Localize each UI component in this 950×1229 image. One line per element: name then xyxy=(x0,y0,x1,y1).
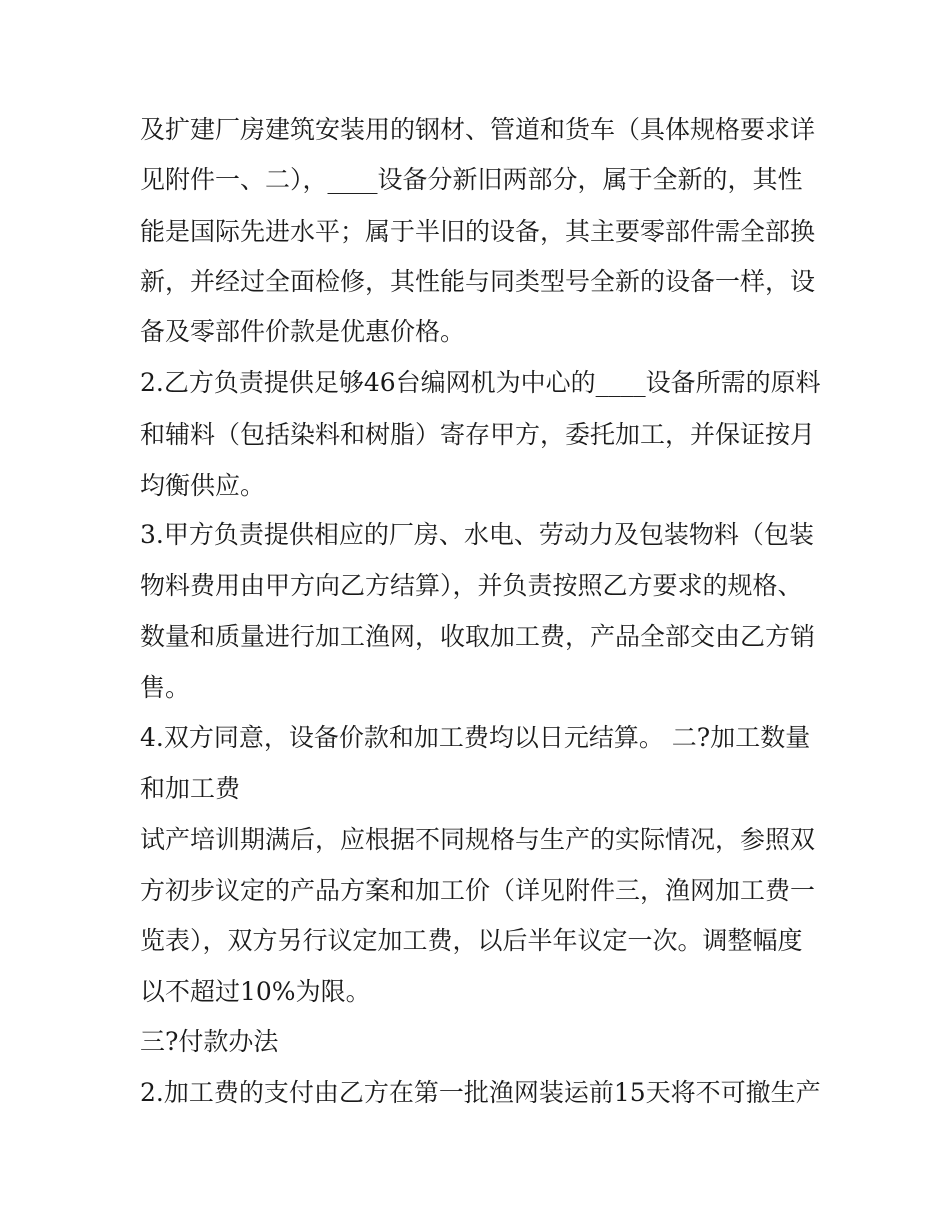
text-line: 见附件一、二），____设备分新旧两部分，属于全新的，其性 xyxy=(140,165,803,194)
text-line: 2.加工费的支付由乙方在第一批渔网装运前15天将不可撤生产 xyxy=(140,1078,821,1107)
text-line: 数量和质量进行加工渔网，收取加工费，产品全部交由乙方销 xyxy=(140,622,816,651)
text-line: 及扩建厂房建筑安装用的钢材、管道和货车（具体规格要求详 xyxy=(140,115,816,144)
text-line: 4.双方同意，设备价款和加工费均以日元结算。 二?加工数量 xyxy=(140,723,811,752)
text-line: 览表），双方另行议定加工费，以后半年议定一次。调整幅度 xyxy=(140,926,803,955)
text-line: 试产培训期满后，应根据不同规格与生产的实际情况，参照双 xyxy=(140,825,816,854)
text-line: 3.甲方负责提供相应的厂房、水电、劳动力及包装物料（包装 xyxy=(140,520,814,549)
text-line: 2.乙方负责提供足够46台编网机为中心的____设备所需的原料 xyxy=(140,368,821,397)
text-line: 和辅料（包括染料和树脂）寄存甲方，委托加工，并保证按月 xyxy=(140,420,816,449)
text-line: 方初步议定的产品方案和加工价（详见附件三，渔网加工费一 xyxy=(140,876,816,905)
text-line: 和加工费 xyxy=(140,774,241,803)
text-line: 新，并经过全面检修，其性能与同类型号全新的设备一样，设 xyxy=(140,267,816,296)
text-line: 能是国际先进水平；属于半旧的设备，其主要零部件需全部换 xyxy=(140,217,816,246)
text-line: 以不超过10%为限。 xyxy=(140,977,371,1006)
text-line: 均衡供应。 xyxy=(140,471,266,500)
text-line: 备及零部件价款是优惠价格。 xyxy=(140,317,466,346)
text-line: 物料费用由甲方向乙方结算），并负责按照乙方要求的规格、 xyxy=(140,571,803,600)
section-heading: 三?付款办法 xyxy=(140,1027,279,1056)
text-line: 售。 xyxy=(140,673,191,702)
